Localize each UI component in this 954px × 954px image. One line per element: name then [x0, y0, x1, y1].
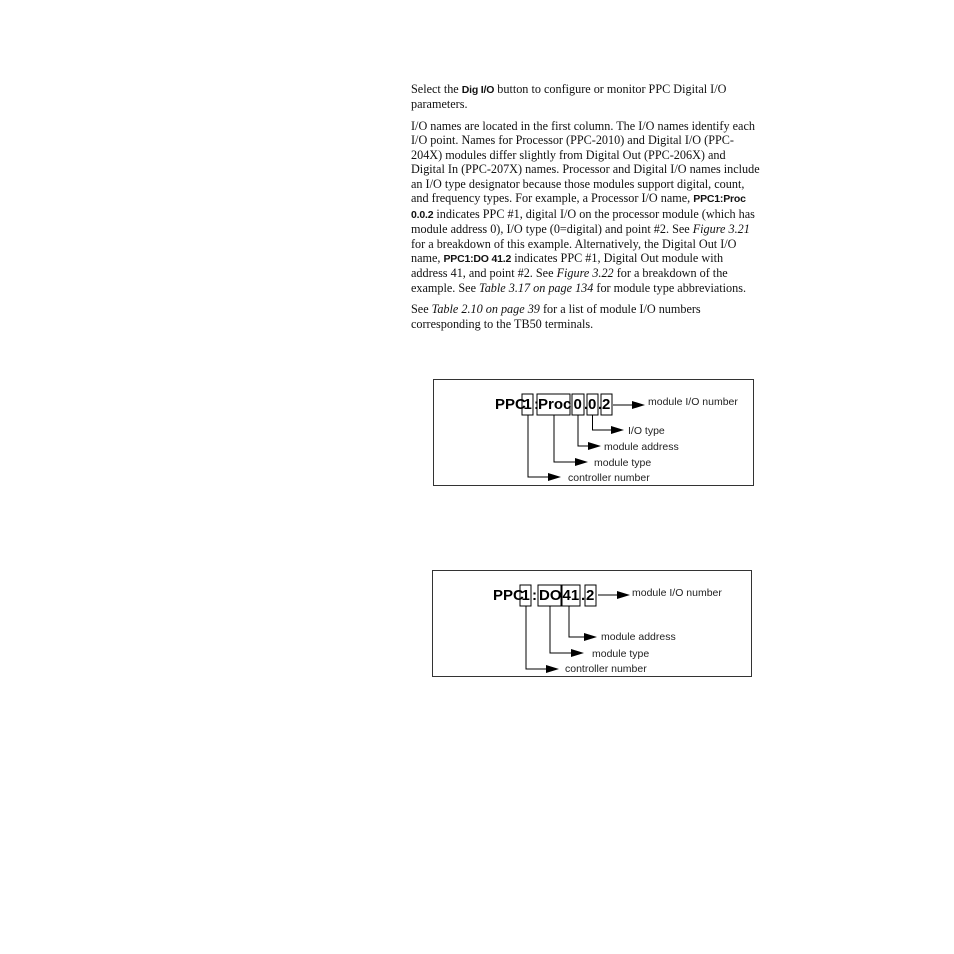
arrow-head-icon	[588, 442, 601, 450]
breakdown-diagram	[433, 571, 753, 678]
leader-line-type	[554, 415, 576, 462]
segment-type: Proc	[538, 396, 572, 413]
segment-address: 0	[573, 396, 582, 413]
io-name-breakdown-figure-proc	[433, 379, 754, 486]
text: for a breakdown of the example. See	[411, 266, 728, 295]
segment-colon: :	[534, 396, 539, 413]
leader-line-controller	[526, 606, 547, 669]
arrow-head-icon	[575, 458, 588, 466]
text: I/O names are located in the first column. The I/O names identify each I/O point. Names for Processor (PPC-2010) and Digital I/O (PPC-204X) modules differ slightly from Digital Out (PPC-206X) and Digital In (PPC-207X) names. Processor and Digital I/O names include an I/O type designator because those modules support digital, count, and frequency types. For example, a Processor I/O name,	[411, 118, 760, 206]
io-name-breakdown-figure-do	[432, 570, 752, 677]
segment-type: DO	[539, 587, 562, 604]
arrow-head-icon	[584, 633, 597, 641]
leader-line-controller	[528, 415, 549, 477]
label-module-address: module address	[604, 441, 679, 453]
text: button to configure or monitor PPC Digital I/O parameters.	[411, 82, 727, 112]
label-controller-number: controller number	[568, 472, 650, 484]
text: See	[411, 302, 432, 317]
segment-prefix: PPC	[493, 587, 524, 604]
segment-dot: .	[584, 396, 589, 413]
segment-point: 2	[586, 587, 595, 604]
arrow-head-icon	[571, 649, 584, 657]
label-module-io-number: module I/O number	[632, 587, 722, 599]
segment-controller: 1	[521, 587, 530, 604]
arrow-head-icon	[548, 473, 561, 481]
text: indicates PPC #1, digital I/O on the processor module (which has module address 0), I/O type (0=digital) and point #2. See	[411, 206, 755, 237]
text: for a list of module I/O numbers corresponding to the TB50 terminals.	[411, 302, 701, 331]
segment-controller: 1	[523, 396, 532, 413]
paragraph-dig-io	[411, 82, 761, 112]
arrow-head-icon	[546, 665, 559, 673]
paragraph-io-names	[411, 119, 761, 295]
io-name-example-do: PPC1:DO 41.2	[443, 252, 512, 265]
text: indicates PPC #1, Digital Out module with address 41, and point #2. See	[411, 250, 724, 281]
table-reference[interactable]: Table 2.10 on page 39	[431, 302, 540, 317]
segment-iotype: 0	[588, 396, 597, 413]
text: for module type abbreviations.	[593, 280, 747, 295]
paragraph-tb50	[411, 302, 761, 331]
body-text	[411, 82, 761, 338]
segment-colon: :	[532, 587, 537, 604]
label-io-type: I/O type	[628, 425, 665, 437]
breakdown-diagram	[434, 380, 755, 487]
text: for a breakdown of this example. Alternatively, the Digital Out I/O name,	[411, 236, 737, 265]
text: Select the	[411, 82, 462, 96]
segment-dot: .	[581, 587, 586, 604]
arrow-head-icon	[617, 591, 630, 599]
leader-line-address	[578, 415, 589, 446]
label-module-address: module address	[601, 631, 676, 643]
segment-point: 2	[602, 396, 611, 413]
label-module-type: module type	[594, 457, 652, 469]
table-reference[interactable]: Table 3.17 on page 134	[479, 280, 594, 295]
figure-reference[interactable]: Figure 3.21	[692, 222, 750, 237]
label-module-type: module type	[592, 648, 650, 660]
segment-dot: .	[598, 396, 603, 413]
segment-address: 41	[562, 587, 580, 604]
label-controller-number: controller number	[565, 663, 647, 675]
label-module-io-number: module I/O number	[648, 396, 738, 408]
segment-prefix: PPC	[495, 396, 526, 413]
io-name-example-proc: PPC1:Proc 0.0.2	[411, 193, 746, 221]
leader-line-address	[569, 606, 585, 637]
leader-line-iotype	[593, 415, 613, 430]
arrow-head-icon	[632, 401, 645, 409]
arrow-head-icon	[611, 426, 624, 434]
dig-io-button-reference: Dig I/O	[461, 84, 495, 96]
figure-reference[interactable]: Figure 3.22	[556, 266, 614, 281]
